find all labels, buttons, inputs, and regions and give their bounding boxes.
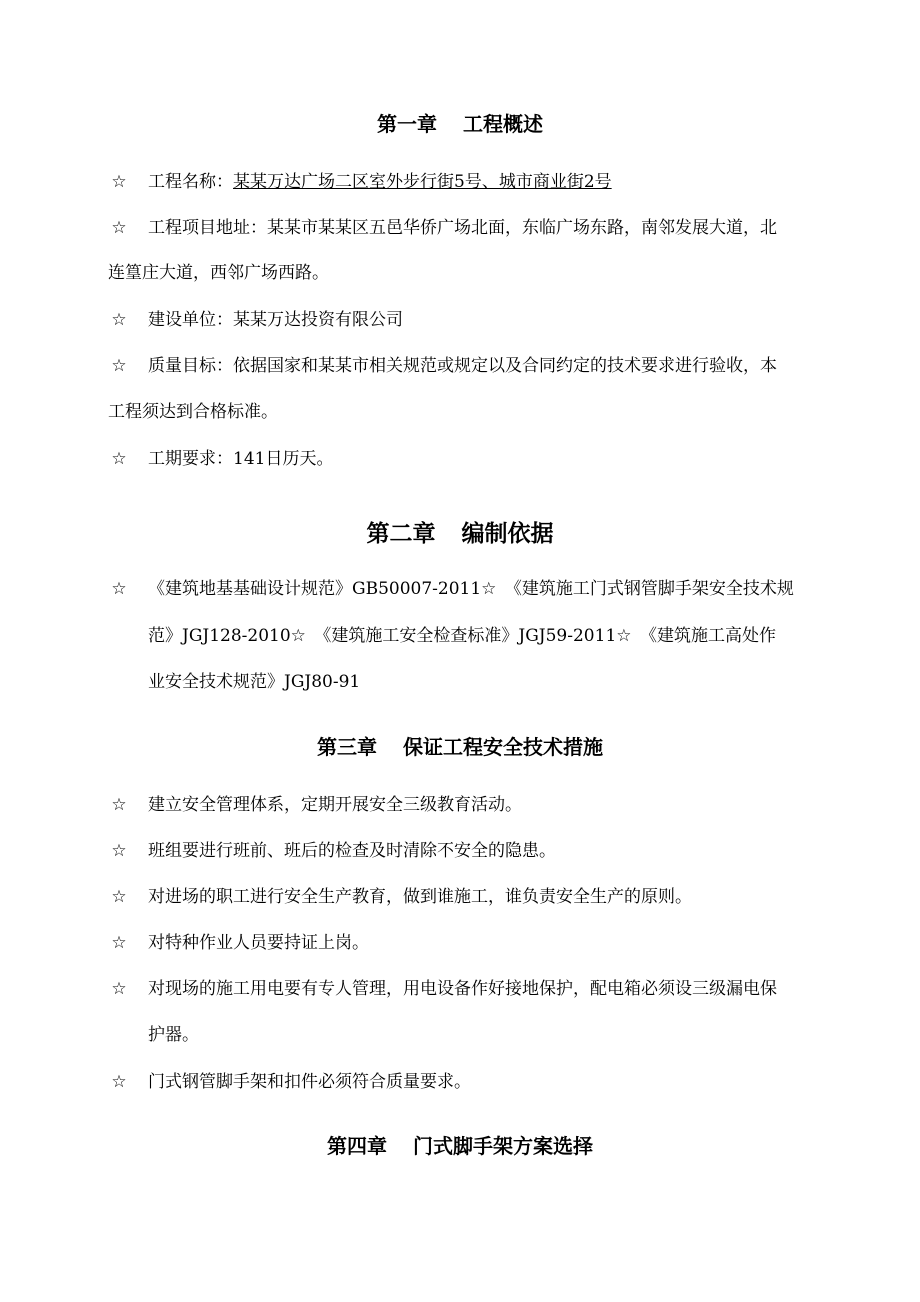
- safety-item-5-continued: 护器。: [148, 1025, 199, 1045]
- star-icon: ☆: [111, 795, 127, 815]
- safety-item-5: 对现场的施工用电要有专人管理，用电设备作好接地保护，配电箱必须设三级漏电保: [148, 979, 777, 999]
- schedule-value: 141日历天。: [233, 449, 334, 469]
- chapter1-title: 工程概述: [463, 112, 543, 136]
- project-address-line: [148, 217, 777, 239]
- safety-item-4: 对特种作业人员要持证上岗。: [148, 933, 369, 953]
- project-name-value: 某某万达广场二区室外步行街5号、城市商业街2号: [233, 172, 612, 192]
- chapter4-number: 第四章: [327, 1134, 387, 1158]
- project-name-line: [148, 171, 612, 193]
- star-icon: ☆: [111, 887, 127, 907]
- chapter2-number: 第二章: [366, 521, 436, 547]
- chapter1-number: 第一章: [377, 112, 437, 136]
- safety-item-3: 对进场的职工进行安全生产教育，做到谁施工，谁负责安全生产的原则。: [148, 887, 692, 907]
- quality-target-value: 依据国家和某某市相关规范或规定以及合同约定的技术要求进行验收，本: [233, 356, 777, 376]
- chapter2-title: 编制依据: [461, 521, 554, 547]
- basis-line-3: 业安全技术规范》JGJ80-91: [148, 672, 361, 692]
- star-icon: ☆: [111, 172, 127, 192]
- schedule-line: [148, 448, 333, 470]
- star-icon: ☆: [111, 841, 127, 861]
- project-name-label: 工程名称：: [148, 172, 233, 192]
- quality-target-continued: 工程须达到合格标准。: [108, 402, 278, 422]
- chapter3-title: 保证工程安全技术措施: [403, 735, 603, 759]
- chapter4-title: 门式脚手架方案选择: [413, 1134, 593, 1158]
- basis-line-1: 《建筑地基基础设计规范》GB50007-2011☆ 《建筑施工门式钢管脚手架安全技术规: [148, 579, 794, 599]
- construction-unit-label: 建设单位：: [148, 310, 233, 330]
- safety-item-1: 建立安全管理体系，定期开展安全三级教育活动。: [148, 795, 522, 815]
- quality-target-label: 质量目标：: [148, 356, 233, 376]
- star-icon: ☆: [111, 218, 127, 238]
- construction-unit-line: [148, 309, 403, 331]
- project-address-label: 工程项目地址：: [148, 218, 267, 238]
- construction-unit-value: 某某万达投资有限公司: [233, 310, 403, 330]
- star-icon: ☆: [111, 979, 127, 999]
- safety-item-2: 班组要进行班前、班后的检查及时清除不安全的隐患。: [148, 841, 556, 861]
- quality-target-line: [148, 355, 777, 377]
- chapter3-heading: [0, 731, 920, 760]
- chapter1-heading: [0, 108, 920, 137]
- chapter2-heading: [0, 515, 920, 548]
- chapter3-number: 第三章: [317, 735, 377, 759]
- star-icon: ☆: [111, 449, 127, 469]
- chapter4-heading: [0, 1130, 920, 1159]
- star-icon: ☆: [111, 1072, 127, 1092]
- project-address-value: 某某市某某区五邑华侨广场北面，东临广场东路，南邻发展大道，北: [267, 218, 777, 238]
- star-icon: ☆: [111, 933, 127, 953]
- project-address-continued: 连篁庄大道，西邻广场西路。: [108, 263, 329, 283]
- safety-item-6: 门式钢管脚手架和扣件必须符合质量要求。: [148, 1072, 471, 1092]
- star-icon: ☆: [111, 356, 127, 376]
- basis-line-2: 范》JGJ128-2010☆ 《建筑施工安全检查标准》JGJ59-2011☆ 《建筑施工高处作: [148, 626, 776, 646]
- star-icon: ☆: [111, 579, 127, 599]
- schedule-label: 工期要求：: [148, 449, 233, 469]
- star-icon: ☆: [111, 310, 127, 330]
